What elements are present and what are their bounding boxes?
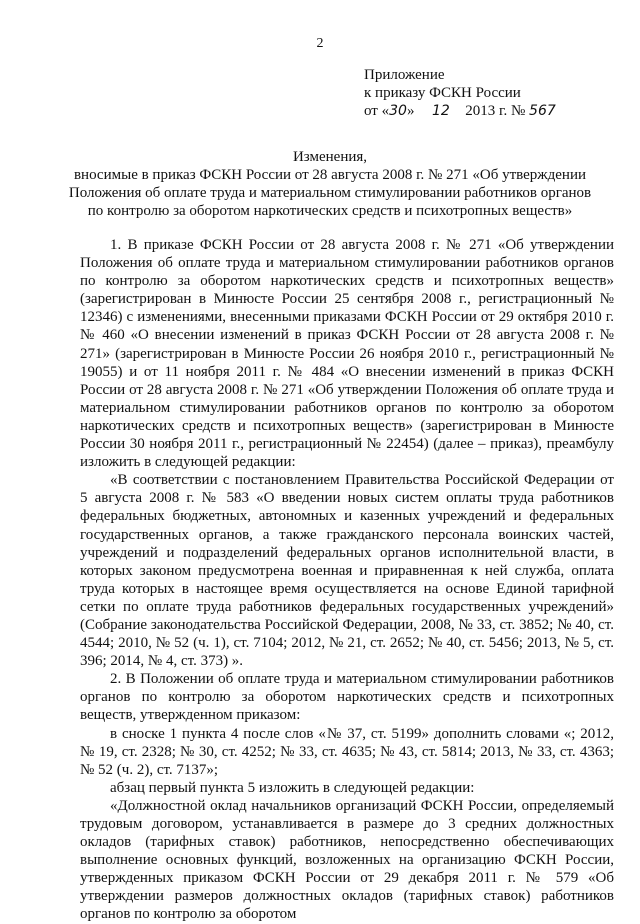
paragraph-1: 1. В приказе ФСКН России от 28 августа 2008 г. № 271 «Об утверждении Положения об оплате труда и материальном стимулировании работников органов по контролю за оборотом наркотических средств и психотропных веществ» (зарегистрирован в Минюсте России 25 сентября 2008 г., регистрационный № 12346) с изменениями, внесенными приказами ФСКН России от 29 октября 2010 г. № 460 «О внесении изменений в приказ ФСКН России от 28 августа 2008 г. № 271» (зарегистрирован в Минюсте России 26 ноября 2010 г., регистрационный № 19055) и от 11 ноября 2011 г. № 484 «О внесении изменений в приказ ФСКН России от 28 августа 2008 г. № 271 «Об утверждении Положения об оплате труда и материальном стимулировании работников органов по контролю за оборотом наркотических средств и психотропных веществ» (зарегистрирован в Минюсте России 30 ноября 2011 г., регистрационный № 22454) (далее – приказ), преамбулу изложить в следующей редакции: xyxy=(80,237,614,471)
date-day: 30 xyxy=(389,103,407,119)
appendix-header xyxy=(364,66,556,120)
paragraph-3: 2. В Положении об оплате труда и материальном стимулировании работников органов по контролю за оборотом наркотических средств и психотропных веществ, утвержденном приказом: xyxy=(80,671,614,724)
date-month: 12 xyxy=(431,103,450,119)
title-subheading: вносимые в приказ ФСКН России от 28 августа 2008 г. № 271 «Об утверждении Положения об оплате труда и материальном стимулировании работников органов по контролю за оборотом наркотических средств и психотропных веществ» xyxy=(68,167,592,219)
paragraph-2: «В соответствии с постановлением Правительства Российской Федерации от 5 августа 2008 г. № 583 «О введении новых систем оплаты труда работников федеральных бюджетных, автономных и казенных учреждений и федеральных государственных органов, а также гражданского персонала воинских частей, учреждений и подразделений федеральных органов исполнительной власти, в которых законом предусмотрена военная и приравненная к ней служба, оплата труда которых в настоящее время осуществляется на основе Единой тарифной сетки по оплате труда работников федеральных государственных учреждений» (Собрание законодательства Российской Федерации, 2008, № 33, ст. 3852; № 40, ст. 4544; 2010, № 52 (ч. 1), ст. 7104; 2012, № 21, ст. 2652; № 40, ст. 5456; 2013, № 5, ст. 396; 2014, № 4, ст. 373) ». xyxy=(80,472,614,670)
title-heading: Изменения, xyxy=(292,149,368,165)
appendix-date-line xyxy=(364,102,556,120)
appendix-label: Приложение xyxy=(364,67,445,83)
appendix-order-ref: к приказу ФСКН России xyxy=(364,85,521,101)
paragraph-5: абзац первый пункта 5 изложить в следующей редакции: xyxy=(110,779,475,796)
paragraph-4: в сноске 1 пункта 4 после слов «№ 37, ст. 5199» дополнить словами «; 2012, № 19, ст. 2328; № 30, ст. 4252; № 33, ст. 4635; № 43, ст. 5814; 2013, № 33, ст. 4363; № 52 (ч. 2), ст. 7137»; xyxy=(80,725,614,778)
document-title xyxy=(60,148,600,220)
order-number: 567 xyxy=(529,103,556,119)
date-mid: » xyxy=(406,103,415,119)
date-year-no: 2013 г. № xyxy=(465,103,526,119)
page-number: 2 xyxy=(316,36,324,51)
date-prefix: от « xyxy=(364,103,390,119)
paragraph-6: «Должностной оклад начальников организаций ФСКН России, определяемый трудовым договором, устанавливается в размере до 3 средних должностных окладов (тарифных ставок) работников, непосредственно обеспечивающих выполнение основных функций, возложенных на организацию ФСКН России, утвержденных приказом ФСКН России от 29 декабря 2011 г. № 579 «Об утверждении размеров должностных окладов (тарифных ставок) работников органов по контролю за оборотом xyxy=(80,797,614,923)
document-body xyxy=(80,236,614,924)
